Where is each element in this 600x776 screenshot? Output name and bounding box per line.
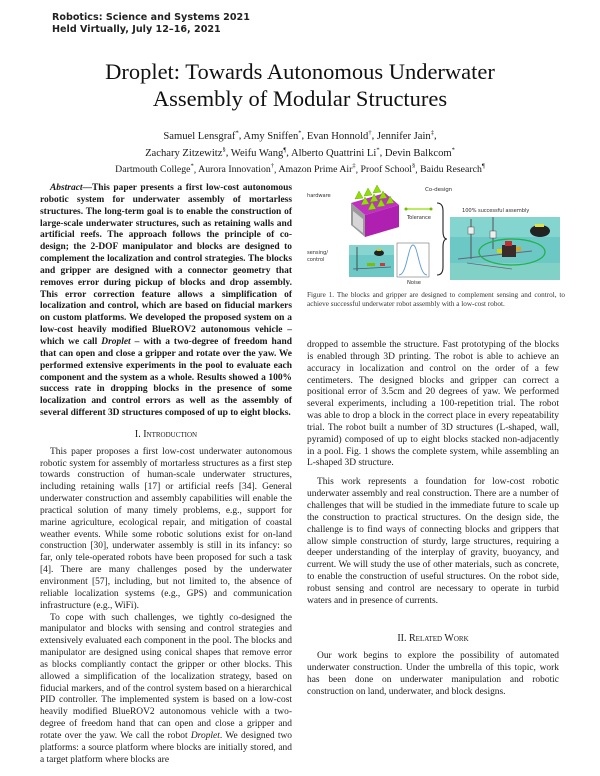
affiliation-name: Proof School§ xyxy=(360,163,416,176)
affiliation-mark: * xyxy=(190,163,194,171)
intro-paragraph-3: This work represents a foundation for low-cost robotic underwater assembly and real construction. There are a number of challenges that will be studied in the immediate future to scale up the construction to practical structures. On the design side, the challenge is to find ways of connecting blocks and grippers that allow simple construction of sturdy, large structures, requiring a deeper understanding of the interplay of gravity, buoyancy, and current. We will study the use of other materials, such as concrete, to enable the construction of useful structures. On the robot side, robust sensing and control are necessary to operate in turbid waters and in presence of currents. xyxy=(307,477,559,606)
label-control: control xyxy=(307,257,325,263)
title-line-1: Droplet: Towards Autonomous Underwater xyxy=(105,59,495,84)
figure-1-caption: Figure 1. The blocks and gripper are designed to complement sensing and control, to achieve successful underwater robot assembly with a low-cost robot. xyxy=(307,291,565,308)
affiliation-name: Aurora Innovation† xyxy=(198,163,275,176)
block-illustration xyxy=(351,185,399,237)
figure-1 xyxy=(307,183,572,288)
abstract xyxy=(40,183,292,420)
affiliation-mark: § xyxy=(222,146,226,154)
author-name: Evan Honnold† xyxy=(306,129,372,142)
author-name: Devin Balkcom* xyxy=(384,146,455,159)
right-column xyxy=(307,340,559,699)
author-name: Jennifer Jain‡ xyxy=(376,129,434,142)
author-line-1: Samuel Lensgraf*, Amy Sniffen*, Evan Honnold†, Jennifer Jain‡, xyxy=(163,129,437,142)
affiliation-mark: ‡ xyxy=(352,163,356,171)
author-name: Amy Sniffen* xyxy=(243,129,302,142)
author-name: Zachary Zitzewitz§ xyxy=(145,146,226,159)
conference-dates: Held Virtually, July 12–16, 2021 xyxy=(52,24,221,35)
intro-p2-text-2: . We designed two platforms: a source platform where blocks are initially stored, and a target platform where blocks are xyxy=(40,730,292,765)
left-column xyxy=(40,183,292,767)
affiliation-mark: * xyxy=(235,129,239,136)
affiliation-mark: † xyxy=(270,163,275,171)
affiliation-name: Amazon Prime Air‡ xyxy=(278,163,356,176)
intro-robot-name: Droplet xyxy=(190,730,220,741)
label-noise: Noise xyxy=(407,280,421,286)
affiliation-mark: ‡ xyxy=(430,129,434,136)
author-name: Weifu Wang¶ xyxy=(230,146,287,159)
author-line-2: Zachary Zitzewitz§, Weifu Wang¶, Alberto Quattrini Li*, Devin Balkcom* xyxy=(145,146,455,159)
label-success: 100% successful assembly xyxy=(462,208,530,214)
title-line-2: Assembly of Modular Structures xyxy=(152,86,448,111)
affiliation-mark: ¶ xyxy=(481,163,485,171)
author-block xyxy=(0,126,600,177)
abstract-robot-name: Droplet xyxy=(101,336,131,347)
label-hardware: hardware xyxy=(307,193,331,199)
label-sensing: sensing/ xyxy=(307,250,328,256)
section-heading-introduction: I. Introduction xyxy=(134,428,198,440)
intro-p2-text-1: To cope with such challenges, we tightly co-designed the manipulator and blocks with sensing and control strategies and extensively evaluated each component in the pool. The blocks and manipulator are designed using conical shapes that remove error as blocks compliantly contact the gripper or other blocks. This allowed a simplification of the localization strategy, based on fiducial markers, and of the control system based on a hierarchical PID controller. The implemented system is based on a low-cost heavily modified BlueROV2 autonomous vehicle with a two-degree of freedom hand that can open and close a gripper and rotate over the yaw. We call the robot xyxy=(40,612,292,741)
figure-1-graphic xyxy=(307,183,572,288)
affiliation-mark: * xyxy=(376,146,380,154)
label-tolerance: Tolerance xyxy=(407,215,431,221)
conference-header xyxy=(52,12,250,36)
author-name: Alberto Quattrini Li* xyxy=(291,146,380,159)
affiliation-mark: † xyxy=(368,129,372,136)
affiliation-mark: § xyxy=(411,163,416,171)
codesign-brace-icon xyxy=(437,203,447,275)
noise-plot xyxy=(397,243,429,277)
affiliations: Dartmouth College*, Aurora Innovation†, Amazon Prime Air‡, Proof School§, Baidu Research¶ xyxy=(115,163,485,176)
affiliation-mark: * xyxy=(298,129,302,136)
affiliation-mark: ¶ xyxy=(283,146,287,154)
abstract-text-1: —This paper presents a first low-cost autonomous robotic system for underwater assembly of mortarless structures. The long-term goal is to enable the construction of large-scale underwater structures, such as retaining walls and artificial reefs. The approach follows the principle of co-design; the 2-DOF manipulator and blocks are designed to complement the localization and control strategies. The blocks and gripper are designed with a connector geometry that removes error during pickup of blocks and drop assembly. This error correction feature allows a simplification of localization and control, which are based on fiducial markers on custom platforms. We developed the proposed system on a low-cost heavily modified BlueROV2 autonomous vehicle – which we call xyxy=(40,183,292,347)
intro-paragraph-1: This paper proposes a first low-cost underwater autonomous robotic system for assembly of mortarless structures as a first step towards construction of human-scale underwater structures, including retaining walls [17] or artificial reefs [34]. General underwater construction and assembly capabilities will enable the practical solution of many timely problems, e.g., support for marine agriculture, ecological repair, and mitigation of coastal weather events. While some robotic solutions exist for on-land construction [30], underwater assembly is still in its infancy: so far, only tele-operated robots have been proposed for such a task [4]. There are many challenges posed by the underwater environment [57], including, but not limited to, the absence of reliable localization systems (e.g., GPS) and communication infrastructure (e.g., WiFi). xyxy=(40,446,292,611)
author-name: Samuel Lensgraf* xyxy=(163,129,239,142)
assembly-photo xyxy=(450,217,560,280)
section-heading-related-work: II. Related Work xyxy=(397,632,469,644)
related-work-paragraph-1: Our work begins to explore the possibility of automated underwater construction. Under the umbrella of this topic, work has been done on underwater manipulation and robotic construction on land, underwater, and block designs. xyxy=(307,651,559,697)
intro-paragraph-2 xyxy=(40,613,292,767)
sensing-control-photo xyxy=(349,245,394,277)
paper-title xyxy=(0,58,600,112)
affiliation-name: Dartmouth College* xyxy=(115,163,194,176)
intro-paragraph-2-continued: dropped to assemble the structure. Fast prototyping of the blocks is enabled through 3D printing. The robot is able to achieve an accuracy in localization and control on the order of a few centimeters. The designed blocks and gripper can correct a positional error of 3.5cm and 20 degrees of yaw. We performed several experiments, including a 100-repetition trial. The robot was able to drop a block in the correct place in every repeatability trial. The robot built a number of 3D structures (L-shaped, wall, pyramid) composed of up to eight blocks stacked non-adjacently in a pool. Fig. 1 shows the complete system, while assembling an L-shaped 3D structure. xyxy=(307,340,559,469)
abstract-text-2: – with a two-degree of freedom hand that can open and close a gripper and rotate over the yaw. We performed extensive experiments in the pool to evaluate each component and the system as a whole. Results showed a 100% success rate in dropping blocks in the presence of some localization and control errors as well as the assembly of several different 3D structures composed of up to eight blocks. xyxy=(40,336,292,419)
affiliation-name: Baidu Research¶ xyxy=(420,163,485,176)
conference-name: Robotics: Science and Systems 2021 xyxy=(52,12,250,23)
tolerance-indicator xyxy=(405,208,433,211)
abstract-label: Abstract xyxy=(50,183,83,193)
label-codesign: Co-design xyxy=(425,187,453,193)
affiliation-mark: * xyxy=(451,146,455,154)
